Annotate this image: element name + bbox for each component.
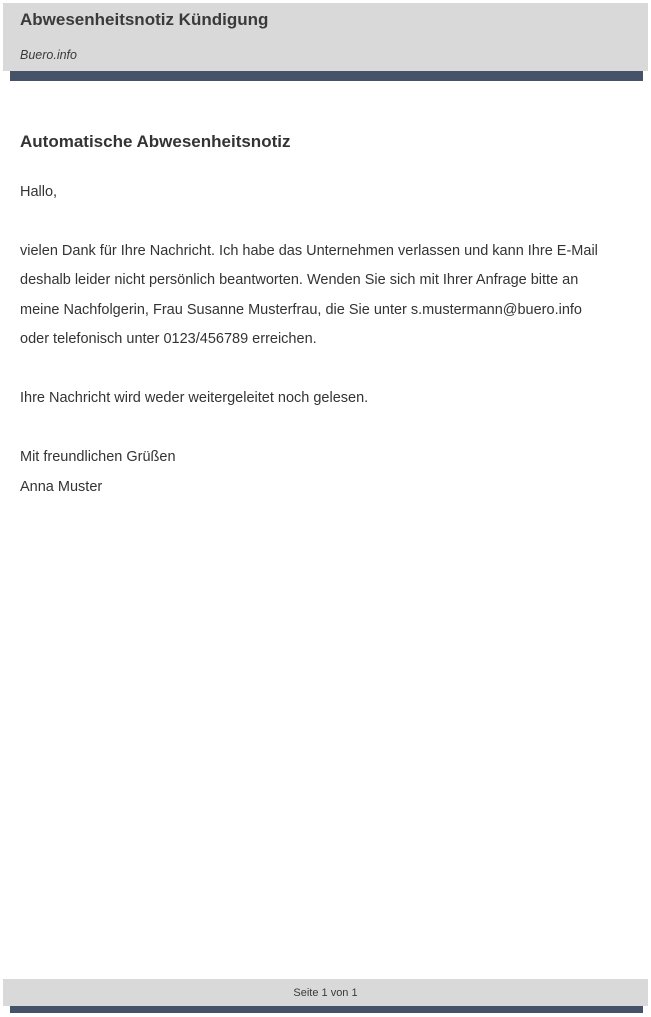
page-number: Seite 1 von 1 [293, 987, 358, 999]
header-accent-bar [10, 71, 643, 81]
document-footer [3, 979, 648, 1006]
document-header [3, 3, 648, 71]
header-title: Abwesenheitsnotiz Kündigung [20, 10, 269, 29]
header-subtitle: Buero.info [20, 48, 77, 62]
body-line: meine Nachfolgerin, Frau Susanne Musterfrau, die Sie unter s.mustermann@buero.info [20, 302, 582, 318]
greeting: Hallo, [20, 184, 58, 200]
signature: Anna Muster [20, 479, 103, 495]
document-heading: Automatische Abwesenheitsnotiz [20, 132, 291, 151]
body-line: vielen Dank für Ihre Nachricht. Ich habe das Unternehmen verlassen und kann Ihre E-Mail [20, 243, 598, 259]
note-line: Ihre Nachricht wird weder weitergeleitet noch gelesen. [20, 390, 369, 406]
body-line: deshalb leider nicht persönlich beantworten. Wenden Sie sich mit Ihrer Anfrage bitte an [20, 272, 579, 288]
body-line: oder telefonisch unter 0123/456789 erreichen. [20, 331, 317, 347]
closing-line: Mit freundlichen Grüßen [20, 449, 176, 465]
footer-accent-bar [10, 1006, 643, 1013]
